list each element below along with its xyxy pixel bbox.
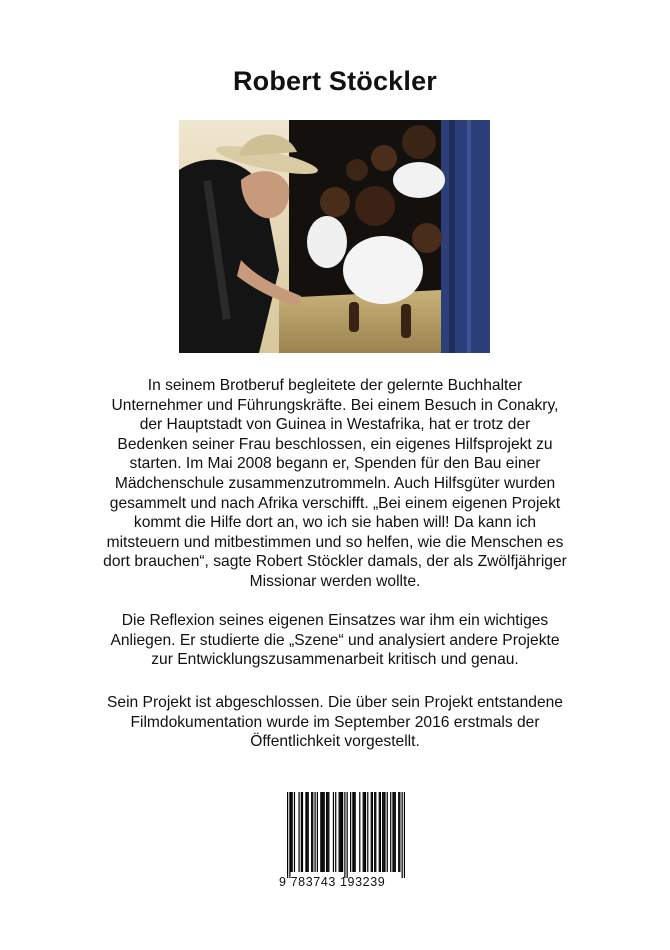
barcode-bar	[327, 792, 328, 872]
barcode-bar	[306, 792, 307, 872]
barcode-bar	[365, 792, 366, 872]
text-line: Filmdokumentation wurde im September 2016 erstmals der	[130, 713, 540, 731]
text-line: der Hauptstadt von Guinea in Westafrika, hat er trotz der	[139, 416, 531, 434]
barcode-bar	[302, 792, 303, 872]
barcode-icon	[287, 792, 405, 878]
text-line: In seinem Brotberuf begleitete der gelernte Buchhalter	[147, 377, 523, 394]
text-line: Öffentlichkeit vorgestellt.	[250, 733, 420, 751]
barcode-bar	[355, 792, 356, 872]
biography-paragraph-1	[96, 376, 574, 592]
barcode-bar	[399, 792, 400, 872]
barcode-bar	[339, 792, 340, 872]
photo-author-with-children-icon	[179, 120, 490, 353]
barcode-bar	[395, 792, 396, 872]
barcode-bar	[364, 792, 365, 872]
barcode-bar	[398, 792, 399, 872]
barcode-bar	[320, 792, 321, 872]
author-photo	[179, 120, 490, 353]
text-line: Unternehmer und Führungskräfte. Bei einem Besuch in Conakry,	[111, 396, 559, 414]
text-line: kommt die Hilfe dort an, wo ich sie haben will! Da kann ich	[133, 514, 537, 532]
barcode-bar	[298, 792, 299, 872]
text-line: starten. Im Mai 2008 begann er, Spenden für den Bau einer	[129, 455, 541, 473]
barcode-bar	[289, 792, 290, 878]
barcode-bar	[305, 792, 306, 872]
barcode-bar	[359, 792, 360, 872]
barcode-bar	[344, 792, 345, 878]
barcode-bar	[390, 792, 391, 872]
barcode-bar	[301, 792, 302, 872]
text-line: mitsteuern und mitbestimmen und so helfen, wie die Menschen es	[106, 533, 564, 551]
barcode-bar	[328, 792, 329, 872]
text-line: Mädchenschule zusammenzutrommeln. Auch Hilfsgüter wurden	[114, 474, 556, 492]
barcode-bar	[384, 792, 385, 872]
barcode-bar	[341, 792, 342, 872]
barcode-bar	[308, 792, 309, 872]
barcode-bar	[326, 792, 327, 872]
barcode-bar	[312, 792, 313, 872]
barcode-bar	[367, 792, 368, 872]
barcode-bar	[292, 792, 293, 872]
barcode-bar	[353, 792, 354, 872]
barcode-bar	[347, 792, 348, 878]
text-line: Anliegen. Er studierte die „Szene“ und analysiert andere Projekte	[110, 631, 560, 649]
barcode-bar	[387, 792, 388, 872]
barcode-bar	[352, 792, 353, 872]
page-title: Robert Stöckler	[232, 66, 438, 96]
isbn-barcode	[287, 792, 405, 878]
barcode-bar	[404, 792, 405, 878]
barcode-bar	[323, 792, 324, 872]
barcode-bar	[372, 792, 373, 872]
text-line: gesammelt und nach Afrika verschifft. „Bei einem eigenen Projekt	[109, 494, 561, 512]
barcode-bar	[294, 792, 295, 872]
barcode-bar	[380, 792, 381, 872]
barcode-bar	[402, 792, 403, 878]
barcode-bar	[371, 792, 372, 872]
text-line: Die Reflexion seines eigenen Einsatzes war ihm ein wichtiges	[121, 612, 549, 629]
biography-paragraph-2	[96, 611, 574, 670]
text-line: Sein Projekt ist abgeschlossen. Die über sein Projekt entstandene	[107, 694, 563, 711]
barcode-bar	[382, 792, 383, 872]
barcode-bar	[315, 792, 316, 872]
barcode-bar	[311, 792, 312, 872]
barcode-bar	[383, 792, 384, 872]
barcode-bar	[363, 792, 364, 872]
text-line: Bedenken seiner Frau beschlossen, ein eigenes Hilfsprojekt zu	[117, 435, 553, 453]
barcode-bar	[335, 792, 336, 872]
barcode-bar	[375, 792, 376, 872]
barcode-bar	[350, 792, 351, 872]
barcode-bar	[340, 792, 341, 872]
isbn-number: 9 783743 193239	[279, 875, 386, 889]
text-line: zur Entwicklungszusammenarbeit kritisch und genau.	[151, 651, 519, 669]
barcode-bar	[317, 792, 318, 872]
barcode-bar	[394, 792, 395, 872]
biography-paragraph-3	[96, 693, 574, 752]
barcode-bar	[342, 792, 343, 872]
barcode-bar	[290, 792, 291, 872]
barcode-bar	[374, 792, 375, 872]
barcode-bar	[379, 792, 380, 872]
barcode-bar	[333, 792, 334, 872]
barcode-bar	[321, 792, 322, 872]
barcode-bar	[287, 792, 288, 878]
barcode-bar	[392, 792, 393, 872]
barcode-bar	[324, 792, 325, 872]
text-line: dort brauchen“, sagte Robert Stöckler damals, der als Zwölfjähriger	[103, 553, 567, 571]
text-line: Missionar werden wollte.	[249, 572, 421, 590]
